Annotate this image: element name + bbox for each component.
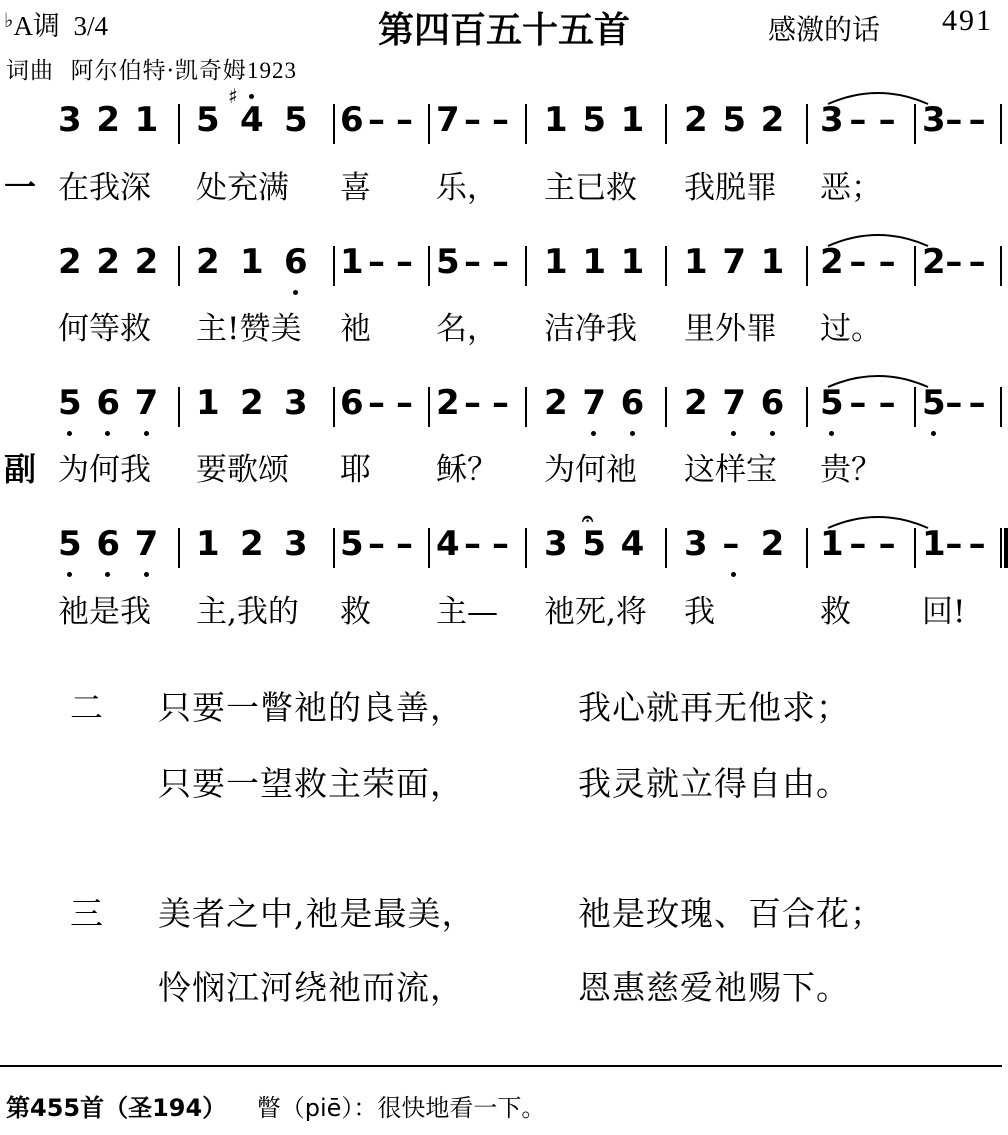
verse-2-number: 二 [70, 688, 104, 727]
note: 6 [340, 383, 364, 423]
barline [428, 387, 430, 427]
note: 2 [820, 242, 844, 282]
lyric-segment: 喜 [340, 170, 371, 206]
dash: – [722, 524, 740, 564]
barline [178, 528, 180, 568]
lyric-segment: 回! [922, 594, 966, 630]
dash: – [968, 524, 986, 564]
lyric-segment: 主,我的 [196, 594, 299, 630]
barline [525, 528, 527, 568]
note: 6 [96, 383, 120, 423]
note: 2 [436, 383, 460, 423]
note: 7 [134, 383, 159, 423]
dash: – [945, 100, 963, 140]
note: 2 [684, 383, 708, 423]
note: 5 [922, 383, 946, 423]
lyric-segment: 祂 [340, 311, 371, 347]
tie-arc [824, 228, 1008, 248]
barline [914, 387, 916, 427]
hymn-title: 第四百五十五首 [377, 10, 630, 51]
note: 1 [134, 100, 159, 140]
note: 6 [96, 524, 120, 564]
note: 5 [58, 524, 82, 564]
barline [428, 246, 430, 286]
note: 1 [684, 242, 708, 282]
lyric-segment: 主— [436, 594, 498, 630]
barline [1000, 528, 1002, 568]
note: 5 [58, 383, 82, 423]
note: 4 [620, 524, 645, 564]
note: 7 [134, 524, 159, 564]
barline [333, 246, 335, 286]
barline [665, 528, 667, 568]
low-octave-dot [770, 431, 775, 436]
dash: – [396, 383, 413, 423]
verse-2-line-1a: 只要一瞥祂的良善， [158, 688, 464, 727]
verse-3-number: 三 [70, 894, 104, 933]
time-signature: 3/4 [73, 11, 108, 41]
dash: – [878, 383, 896, 423]
verse-2-line-2a: 只要一望救主荣面， [158, 764, 464, 803]
note: 1 [760, 242, 785, 282]
note: 2 [760, 100, 785, 140]
dash: – [492, 242, 509, 282]
barline [525, 387, 527, 427]
low-octave-dot [591, 431, 596, 436]
lyric-segment: 祂是我 [58, 594, 151, 630]
dash: – [878, 524, 896, 564]
lyric-segment: 救 [820, 594, 851, 630]
note: 1 [544, 242, 568, 282]
barline [914, 528, 916, 568]
note: 1 [340, 242, 364, 282]
lyric-segment: 过。 [820, 311, 882, 347]
low-octave-dot [144, 431, 149, 436]
final-barline [1004, 528, 1008, 568]
footer-gloss: 瞥（piē）：很快地看一下。 [256, 1094, 546, 1122]
notation-row-3 [0, 383, 1008, 443]
note: 5 [196, 100, 220, 140]
dash: – [878, 242, 896, 282]
barline [1000, 104, 1002, 144]
lyric-segment: 洁净我 [544, 311, 637, 347]
dash: – [849, 383, 867, 423]
verse-3-line-2b: 恩惠慈爱祂赐下。 [578, 968, 850, 1007]
lyric-segment: 处充满 [196, 170, 289, 206]
note: 3 [922, 100, 946, 140]
dash: – [396, 524, 413, 564]
verse-2-line-2b: 我灵就立得自由。 [578, 764, 850, 803]
low-octave-dot [829, 431, 834, 436]
dash: – [492, 100, 509, 140]
lyric-segment: 名， [436, 311, 498, 347]
low-octave-dot [144, 572, 149, 577]
note: 2 [544, 383, 568, 423]
lyric-segment: 救 [340, 594, 371, 630]
hymn-category: 感激的话 [768, 13, 881, 46]
barline [806, 246, 808, 286]
low-octave-dot [105, 431, 110, 436]
note: 7 [722, 383, 746, 423]
lyric-segment: 主!赞美 [196, 311, 302, 347]
dash: – [368, 524, 385, 564]
notation-row-4 [0, 506, 1008, 584]
note: 7 [436, 100, 460, 140]
flat-sign: ♭ [4, 10, 14, 32]
barline [914, 104, 916, 144]
note: 5 [582, 524, 606, 564]
note: 2 [240, 383, 264, 423]
note: 3 [58, 100, 82, 140]
dash: – [849, 524, 867, 564]
note: 2 [134, 242, 159, 282]
note: 5 [722, 100, 746, 140]
dash: – [945, 242, 963, 282]
note: 5 [436, 242, 460, 282]
note: 5 [340, 524, 364, 564]
verse-3-line-2a: 怜悯江河绕祂而流， [158, 968, 464, 1007]
lyric-segment: 我脱罪 [684, 170, 777, 206]
barline [665, 387, 667, 427]
credits-author: 阿尔伯特·凯奇姆 [70, 58, 247, 84]
lyric-segment: 稣？ [436, 452, 498, 488]
note: 1 [620, 242, 645, 282]
notation-row-2 [0, 242, 1008, 302]
barline [178, 387, 180, 427]
key-label: A调 [13, 11, 60, 41]
dash: – [368, 100, 385, 140]
low-octave-dot [67, 431, 72, 436]
lyric-segment: 在我深 [58, 170, 151, 206]
lyric-segment: 我 [684, 594, 715, 630]
lyric-segment: 这样宝 [684, 452, 777, 488]
note: 4 [240, 100, 264, 140]
lyric-segment: 主已救 [544, 170, 637, 206]
credits-year: 1923 [246, 58, 297, 83]
note: 3 [684, 524, 708, 564]
note: 3 [544, 524, 568, 564]
lyric-segment: 贵？ [820, 452, 882, 488]
verse-3-line-1a: 美者之中,祂是最美， [158, 894, 476, 933]
verse-3-line-1b: 祂是玫瑰、百合花； [578, 894, 884, 933]
footer [6, 1088, 545, 1123]
dash: – [464, 524, 481, 564]
note: 5 [820, 383, 844, 423]
notation-row-1 [0, 84, 1008, 160]
barline [914, 246, 916, 286]
lyric-segment: 要歌颂 [196, 452, 289, 488]
note: 6 [340, 100, 364, 140]
note: 2 [196, 242, 220, 282]
note: 2 [760, 524, 785, 564]
lyric-segment: 祂死,将 [544, 594, 647, 630]
dash: – [396, 100, 413, 140]
note: 1 [196, 383, 220, 423]
barline [1000, 246, 1002, 286]
tie-arc [824, 510, 1008, 530]
fermata-icon: 𝄐 [582, 506, 594, 530]
dash: – [464, 242, 481, 282]
footer-divider [0, 1065, 1002, 1067]
dash: – [945, 383, 963, 423]
note: 7 [722, 242, 746, 282]
note: 6 [760, 383, 785, 423]
lyric-segment: 里外罪 [684, 311, 777, 347]
dash: – [368, 383, 385, 423]
note: 2 [240, 524, 264, 564]
footer-ref: 第455首（圣194） [6, 1094, 227, 1122]
tie-arc [824, 369, 1008, 389]
barline [1000, 387, 1002, 427]
low-octave-dot [731, 431, 736, 436]
page-number: 491 [942, 4, 993, 37]
dash: – [968, 242, 986, 282]
note: 3 [284, 524, 308, 564]
dash: – [396, 242, 413, 282]
note: 1 [820, 524, 844, 564]
dash: – [878, 100, 896, 140]
note: 1 [196, 524, 220, 564]
note: 1 [922, 524, 946, 564]
barline [806, 104, 808, 144]
barline [428, 528, 430, 568]
barline [806, 387, 808, 427]
low-octave-dot [105, 572, 110, 577]
credits [6, 52, 297, 85]
note: 1 [544, 100, 568, 140]
lyric-segment: 乐， [436, 170, 498, 206]
note: 2 [96, 100, 120, 140]
note: 3 [284, 383, 308, 423]
lyric-segment: 耶 [340, 452, 371, 488]
note: 7 [582, 383, 606, 423]
lyric-segment: 为何祂 [544, 452, 637, 488]
dash: – [968, 383, 986, 423]
note: 2 [684, 100, 708, 140]
barline [333, 528, 335, 568]
dash: – [464, 383, 481, 423]
note: 4 [436, 524, 460, 564]
barline [525, 246, 527, 286]
dash: – [945, 524, 963, 564]
low-octave-dot [931, 431, 936, 436]
lyric-segment: 恶； [820, 170, 882, 206]
dash: – [849, 242, 867, 282]
low-octave-dot [731, 572, 736, 577]
note: 2 [96, 242, 120, 282]
barline [333, 387, 335, 427]
note: 3 [820, 100, 844, 140]
note: 2 [58, 242, 82, 282]
tie-arc [824, 86, 1008, 106]
verse-2-line-1b: 我心就再无他求； [578, 688, 850, 727]
dash: – [968, 100, 986, 140]
note: 1 [582, 242, 606, 282]
lyric-segment: 何等救 [58, 311, 151, 347]
note: 1 [240, 242, 264, 282]
dash: – [849, 100, 867, 140]
low-octave-dot [293, 290, 298, 295]
note: 6 [620, 383, 645, 423]
high-octave-dot [249, 94, 254, 99]
barline [428, 104, 430, 144]
dash: – [368, 242, 385, 282]
barline [806, 528, 808, 568]
dash: – [492, 383, 509, 423]
dash: – [464, 100, 481, 140]
note: 6 [284, 242, 308, 282]
stanza-marker: 副 [4, 450, 37, 488]
credits-label: 词曲 [6, 58, 54, 84]
note: 5 [284, 100, 308, 140]
dash: – [492, 524, 509, 564]
stanza-marker: 一 [4, 168, 37, 206]
note: 2 [922, 242, 946, 282]
barline [665, 104, 667, 144]
low-octave-dot [630, 431, 635, 436]
low-octave-dot [67, 572, 72, 577]
note: 5 [582, 100, 606, 140]
barline [178, 246, 180, 286]
barline [178, 104, 180, 144]
barline [525, 104, 527, 144]
barline [333, 104, 335, 144]
barline [665, 246, 667, 286]
sharp-sign: ♯ [228, 84, 238, 108]
lyric-segment: 为何我 [58, 452, 151, 488]
note: 1 [620, 100, 645, 140]
